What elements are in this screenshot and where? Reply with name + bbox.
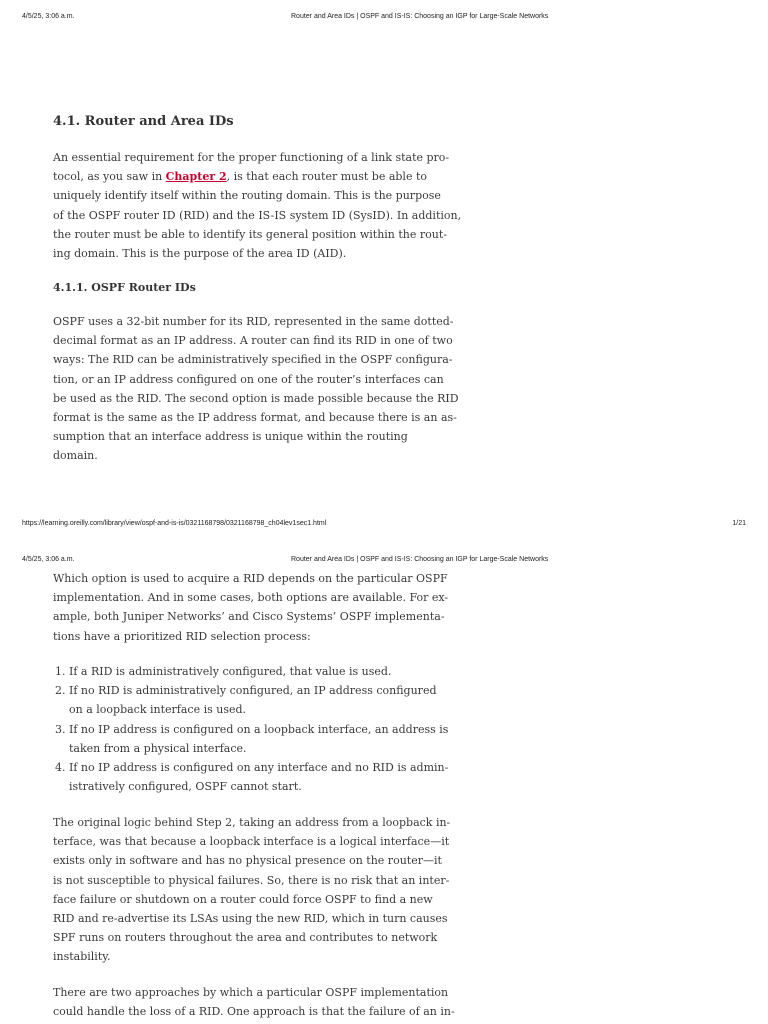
page1-header-date: 4/5/25, 3:06 a.m. xyxy=(22,13,75,20)
text-line xyxy=(53,167,433,186)
text-line: is not susceptible to physical failures. So, there is no risk that an inter- xyxy=(53,873,450,887)
text-line: the router must be able to identify its general position within the rout- xyxy=(53,227,448,241)
page2-header-title: Router and Area IDs | OSPF and IS-IS: Choosing an IGP for Large-Scale Networks xyxy=(291,556,549,563)
page1-rid-paragraph xyxy=(53,312,459,466)
text-line: 2. If no RID is administratively configured, an IP address configured xyxy=(69,684,437,698)
text-line: format is the same as the IP address format, and because there is an as- xyxy=(53,411,457,425)
text-line: decimal format as an IP address. A router can find its RID in one of two xyxy=(53,334,453,348)
text-line: face failure or shutdown on a router could force OSPF to find a new xyxy=(53,892,433,906)
page1-footer-page-number: 1/21 xyxy=(732,520,746,527)
text-line: The original logic behind Step 2, taking an address from a loopback in- xyxy=(53,816,451,829)
page2-header-date: 4/5/25, 3:06 a.m. xyxy=(22,556,75,563)
text-line: exists only in software and has no physical presence on the router—it xyxy=(53,854,442,868)
page2-loopback-paragraph xyxy=(53,813,451,967)
page1-footer-url: https://learning.oreilly.com/library/view/ospf-and-is-is/0321168798/0321168798_ch04lev1sec1.html xyxy=(22,520,327,527)
text-line: uniquely identify itself within the routing domain. This is the purpose xyxy=(53,189,441,203)
text-fragment: , is that each router must be able to xyxy=(226,170,427,184)
text-line: 4. If no IP address is configured on any interface and no RID is admin- xyxy=(69,761,449,775)
text-line: instability. xyxy=(53,950,111,964)
text-line: domain. xyxy=(53,449,98,463)
text-line: RID and re-advertise its LSAs using the new RID, which in turn causes xyxy=(53,912,448,926)
list-item xyxy=(69,720,449,758)
text-line: OSPF uses a 32-bit number for its RID, represented in the same dotted- xyxy=(53,315,454,328)
text-line: An essential requirement for the proper functioning of a link state pro- xyxy=(53,151,450,164)
text-line: tion, or an IP address configured on one of the router’s interfaces can xyxy=(53,372,444,386)
text-line: on a loopback interface is used. xyxy=(69,703,247,717)
list-item xyxy=(69,758,449,796)
text-line: SPF runs on routers throughout the area and contributes to network xyxy=(53,931,438,945)
text-line: 1. If a RID is administratively configured, that value is used. xyxy=(69,665,392,678)
text-line: There are two approaches by which a particular OSPF implementation xyxy=(53,986,449,999)
list-item xyxy=(69,662,439,681)
rid-selection-list xyxy=(53,662,449,796)
text-line: be used as the RID. The second option is made possible because the RID xyxy=(53,391,459,405)
text-line: ample, both Juniper Networks’ and Cisco Systems’ OSPF implementa- xyxy=(53,610,445,624)
subsection-title: 4.1.1. OSPF Router IDs xyxy=(53,281,196,294)
page2-intro-paragraph xyxy=(53,569,449,646)
text-fragment: tocol, as you saw in xyxy=(53,170,166,184)
text-line: taken from a physical interface. xyxy=(69,741,247,755)
text-line: sumption that an interface address is unique within the routing xyxy=(53,430,408,444)
text-line: implementation. And in some cases, both options are available. For ex- xyxy=(53,591,449,605)
text-line: terface, was that because a loopback interface is a logical interface—it xyxy=(53,835,450,849)
text-line: istratively configured, OSPF cannot start. xyxy=(69,780,302,794)
text-line: 3. If no IP address is configured on a loopback interface, an address is xyxy=(69,722,449,736)
page1-header-title: Router and Area IDs | OSPF and IS-IS: Choosing an IGP for Large-Scale Networks xyxy=(291,13,549,20)
text-line: ways: The RID can be administratively specified in the OSPF configura- xyxy=(53,353,453,367)
text-line: of the OSPF router ID (RID) and the IS-IS system ID (SysID). In addition, xyxy=(53,208,462,222)
page1-intro-paragraph xyxy=(53,148,462,263)
text-line: Which option is used to acquire a RID depends on the particular OSPF xyxy=(53,572,448,585)
text-line: ing domain. This is the purpose of the area ID (AID). xyxy=(53,247,347,261)
section-title: 4.1. Router and Area IDs xyxy=(53,114,234,129)
page2-rid-loss-paragraph xyxy=(53,983,455,1021)
chapter-2-link[interactable]: Chapter 2 xyxy=(165,170,227,184)
text-line: tions have a prioritized RID selection process: xyxy=(53,629,311,643)
text-line: could handle the loss of a RID. One approach is that the failure of an in- xyxy=(53,1005,455,1019)
list-item xyxy=(69,681,439,719)
